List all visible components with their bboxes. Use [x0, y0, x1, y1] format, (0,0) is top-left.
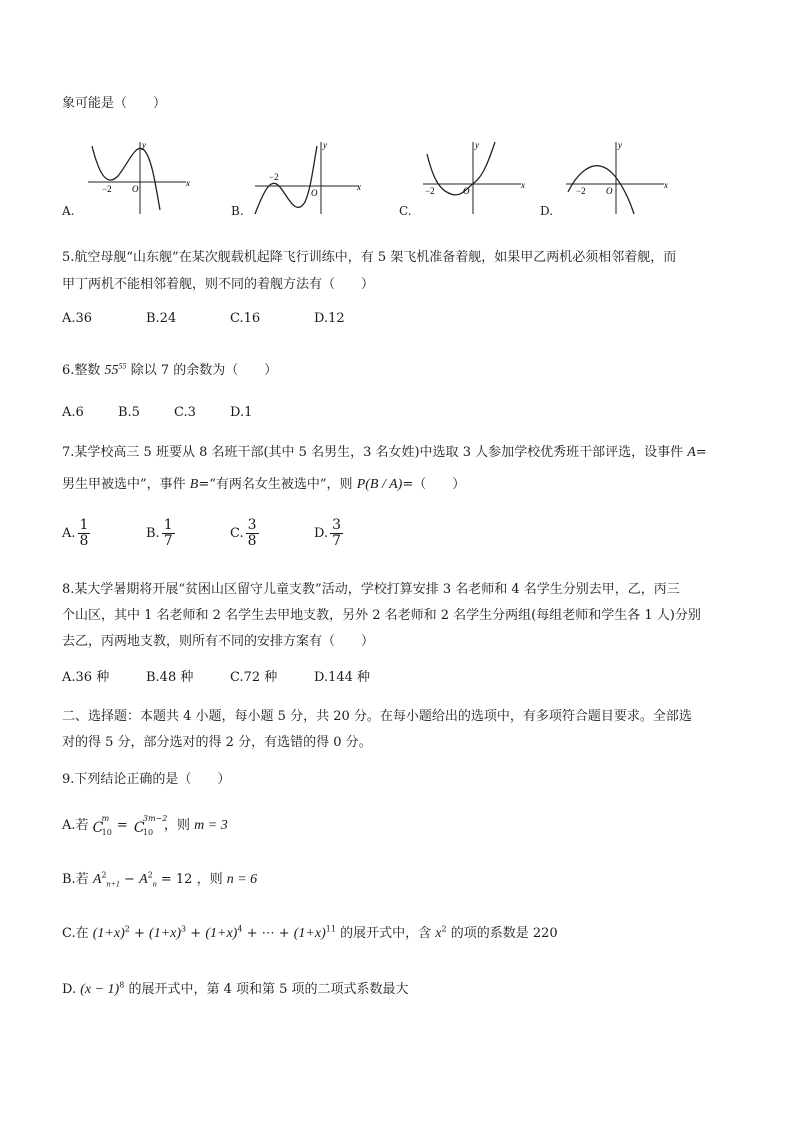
q8-option-a[interactable]: A.36 种	[62, 670, 110, 685]
graph-b	[247, 138, 377, 218]
q7-line2: 男生甲被选中”，事件 B=“有两名女生被选中”，则 P(B / A)=（ ）	[62, 477, 466, 492]
q7-option-c[interactable]: C. $\frac{3}{8}$	[230, 517, 257, 549]
q6-option-b[interactable]: B.5	[118, 405, 140, 420]
q7-line1: 7.某学校高三 5 班要从 8 名班干部(其中 5 名男生，3 名女姓)中选取 3 人参加学校优秀班干部评选，设事件 A=	[62, 445, 707, 460]
origin-label: O	[463, 186, 470, 196]
q6-suffix: 除以 7 的余数为（ ）	[130, 363, 278, 378]
event-a: A	[687, 445, 696, 460]
x-label: x	[357, 182, 361, 192]
section2-line1: 二、选择题：本题共 4 小题，每小题 5 分，共 20 分。在每小题给出的选项中，有多项符合题目要求。全部选	[62, 709, 692, 724]
q7-option-b[interactable]: B. $\frac{1}{7}$	[146, 517, 173, 549]
y-label: y	[618, 140, 622, 150]
q8-line3: 去乙，丙两地支教，则所有不同的安排方案有（ ）	[62, 634, 375, 649]
graph-a	[82, 138, 202, 218]
option-label: C.	[399, 204, 412, 218]
origin-label: O	[606, 186, 613, 196]
section2-line2: 对的得 5 分，部分选对的得 2 分，有选错的得 0 分。	[62, 735, 372, 750]
graph-c	[417, 138, 537, 218]
q6-stem	[62, 359, 277, 379]
option-label: A.	[62, 204, 75, 218]
q6-option-c[interactable]: C.3	[174, 405, 196, 420]
q4-tail: 象可能是（ ）	[62, 96, 167, 111]
q5-line1: 5.航空母舰“山东舰”在某次舰载机起降飞行训练中，有 5 架飞机准备着舰，如果甲乙两机必须相邻着舰，而	[62, 250, 677, 265]
origin-label: O	[132, 184, 139, 194]
conditional-prob: P(B / A)	[356, 477, 403, 492]
tick-label: −2	[576, 186, 586, 196]
option-label: D.	[540, 204, 554, 218]
q9-option-a[interactable]: A.若 C m 10 = C 3m−2 10 ，则 m = 3	[62, 814, 228, 837]
q5-line2: 甲丁两机不能相邻着舰，则不同的着舰方法有（ ）	[62, 277, 375, 292]
option-label: B.	[231, 204, 244, 218]
x-label: x	[186, 178, 190, 188]
q9-option-c[interactable]: C.在 $(1+x)^2 + (1+x)^3 + (1+x)^4$ + ⋯ + $(1+x)^{11}$ 的展开式中，含 $x^2$ 的项的系数是 220	[62, 924, 558, 941]
origin-label: O	[311, 188, 318, 198]
q5-option-b[interactable]: B.24	[146, 311, 177, 326]
x-label: x	[664, 180, 668, 190]
y-label: y	[475, 140, 479, 150]
q6-prefix: 6.整数	[62, 363, 101, 378]
q9-option-b[interactable]: B.若 $A^2_{n+1} - A^2_n = 12$ ，则 n = 6	[62, 870, 258, 889]
q8-option-d[interactable]: D.144 种	[314, 670, 371, 685]
tick-label: −2	[269, 172, 279, 182]
curve	[92, 146, 160, 210]
q6-option-a[interactable]: A.6	[62, 405, 84, 420]
q9-stem: 9.下列结论正确的是（ ）	[62, 772, 231, 787]
x-label: x	[521, 180, 525, 190]
q6-base: $55^{55}$	[104, 361, 127, 378]
curve	[427, 142, 495, 195]
q8-option-c[interactable]: C.72 种	[230, 670, 278, 685]
q7-option-d[interactable]: D. $\frac{3}{7}$	[314, 517, 342, 549]
q5-option-c[interactable]: C.16	[230, 311, 261, 326]
q8-line1: 8.某大学暑期将开展“贫困山区留守儿童支教”活动，学校打算安排 3 名老师和 4 名学生分别去甲，乙，丙三	[62, 582, 680, 597]
q7-option-a[interactable]: A. $\frac{1}{8}$	[62, 517, 89, 549]
y-label: y	[323, 140, 327, 150]
q8-option-b[interactable]: B.48 种	[146, 670, 194, 685]
graph-d	[560, 138, 680, 218]
y-label: y	[142, 140, 146, 150]
tick-label: −2	[102, 184, 112, 194]
q9-option-d[interactable]: D. $(x - 1)^8$ 的展开式中，第 4 项和第 5 项的二项式系数最大	[62, 980, 409, 997]
q5-option-d[interactable]: D.12	[314, 311, 345, 326]
curve	[255, 146, 317, 214]
event-b: B	[189, 477, 199, 492]
q6-option-d[interactable]: D.1	[230, 405, 253, 420]
tick-label: −2	[425, 186, 435, 196]
q8-line2: 个山区，其中 1 名老师和 2 名学生去甲地支教，另外 2 名老师和 2 名学生分两组(每组老师和学生各 1 人)分别	[62, 608, 701, 623]
q5-option-a[interactable]: A.36	[62, 311, 93, 326]
